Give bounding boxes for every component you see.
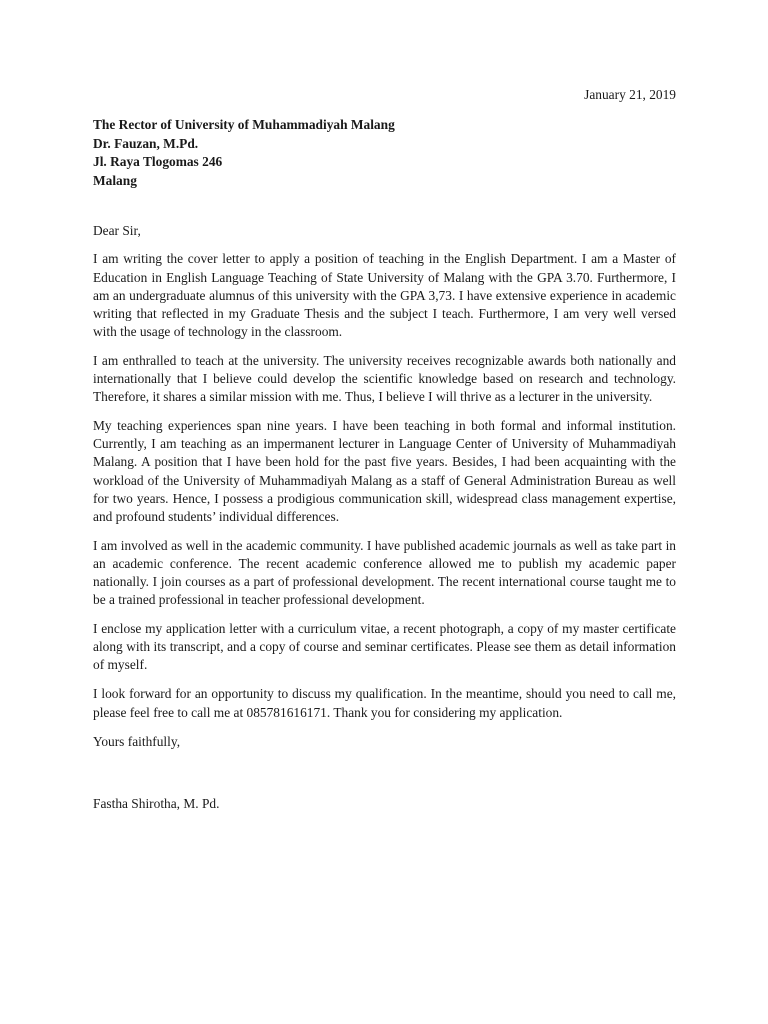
recipient-street: Jl. Raya Tlogomas 246 <box>93 154 223 170</box>
recipient-name: Dr. Fauzan, M.Pd. <box>93 135 199 151</box>
paragraph-experience: My teaching experiences span nine years. I have been teaching in both formal and informal institution. Currently, I am teaching as an impermanent lecturer in Language Center of University of Muhammadiyah Malang. A position that I have been hold for the past five years. Besides, I had been acquainting with the workload of the University of Muhammadiyah Malang as a staff of General Administration Bureau as well for two years. Hence, I possess a prodigious communication skill, widespread class management expertise, and profound students’ individual differences. <box>93 418 676 524</box>
recipient-city: Malang <box>93 172 137 188</box>
paragraph-academic-community: I am involved as well in the academic community. I have published academic journals as well as take part in an academic conference. The recent academic conference allowed me to publish my academic paper nationally. I join courses as a part of professional development. The recent international course taught me to be a trained professional in teacher professional development. <box>93 537 676 608</box>
cover-letter-page <box>93 86 676 813</box>
recipient-address-block <box>93 116 676 190</box>
paragraph-enclosures: I enclose my application letter with a curriculum vitae, a recent photograph, a copy of my master certificate along with its transcript, and a copy of course and seminar certificates. Please see them as detail information of myself. <box>93 621 676 673</box>
signature-name: Fastha Shirotha, M. Pd. <box>93 795 220 811</box>
complimentary-close: Yours faithfully, <box>93 733 181 749</box>
salutation: Dear Sir, <box>93 223 141 239</box>
recipient-title: The Rector of University of Muhammadiyah Malang <box>93 117 395 132</box>
paragraph-introduction: I am writing the cover letter to apply a position of teaching in the English Department. I am a Master of Education in English Language Teaching of State University of Malang with the GPA 3.70. Furthermore, I am an undergraduate alumnus of this university with the GPA 3,73. I have extensive experience in academic writing that reflected in my Graduate Thesis and the subject I teach. Furthermore, I am very well versed with the usage of technology in the classroom. <box>93 251 676 339</box>
letter-date: January 21, 2019 <box>584 87 676 102</box>
paragraph-closing-remarks: I look forward for an opportunity to discuss my qualification. In the meantime, should you need to call me, please feel free to call me at 085781616171. Thank you for considering my application. <box>93 686 676 720</box>
paragraph-motivation: I am enthralled to teach at the university. The university receives recognizable awards both nationally and internationally that I believe could develop the scientific knowledge based on research and technology. Therefore, it shares a similar mission with me. Thus, I believe I will thrive as a lecturer in the university. <box>93 352 676 405</box>
